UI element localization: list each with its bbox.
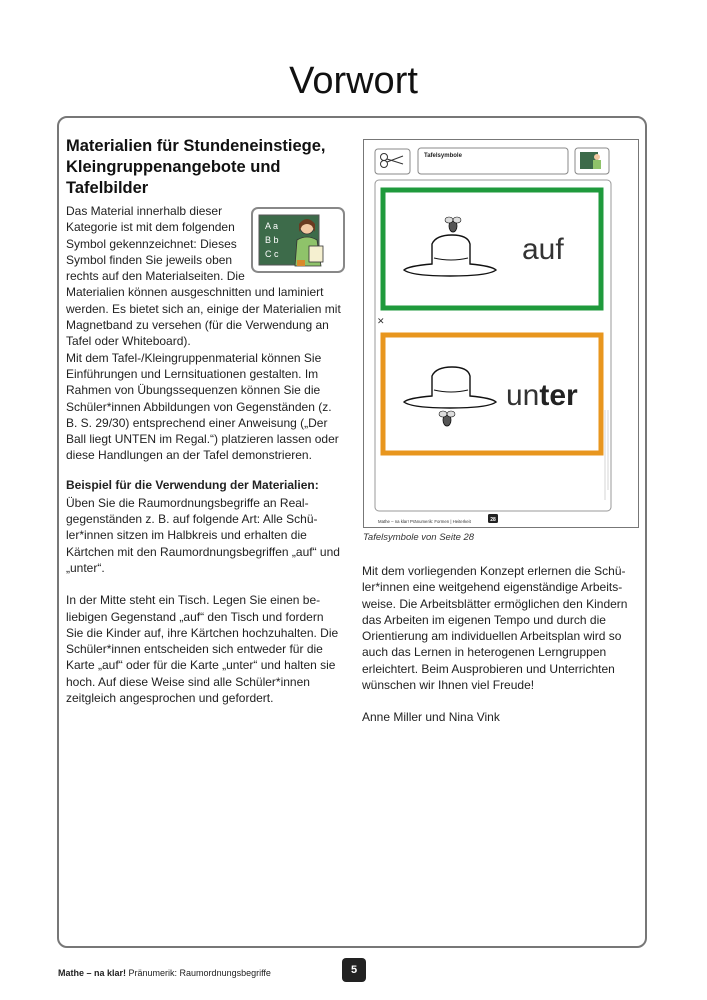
page-thumbnail xyxy=(363,139,639,528)
thumbnail-caption: Tafelsymbole von Seite 28 xyxy=(363,532,475,543)
mini-tafel-symbol-icon xyxy=(580,152,601,169)
card-word-auf: auf xyxy=(522,233,564,266)
page-title: Vorwort xyxy=(289,60,418,102)
left-column xyxy=(66,136,341,706)
card-word-unter: unter xyxy=(506,379,578,412)
authors: Anne Miller und Nina Vink xyxy=(362,710,500,725)
symbol-letters-a: A a xyxy=(265,221,279,231)
example-paragraph-2: In der Mitte steht ein Tisch. Legen Sie einen beliebigen Gegenstand „auf“ den Tisch und fordern Sie die Kinder auf, ihre Kärtchen hochzuhalten. Die Schüler*innen entscheiden sich entweder für die Karte „auf“ oder für die Karte „unter“ und halten sie hoch. Auf diese Weise sind alle Schüler*innen zeitgleich angesprochen und gefordert. xyxy=(66,593,339,706)
thumb-header-label: Tafelsymbole xyxy=(424,153,462,159)
intro-text: Das Material innerhalb dieser Kategorie ist mit dem folgenden Symbol gekennzeichnet: Dieses Symbol finden Sie jeweils oben rechts auf den Materialseiten. Die Materialien können ausgeschnitten und laminiert werden. Es bietet sich an, einige der Materialien mit Magnetband zu versehen (für die Verwendung an Tafel oder Whiteboard). xyxy=(66,204,341,349)
page-footer xyxy=(58,968,271,978)
symbol-letters-b: B b xyxy=(265,235,279,245)
series-title: Mathe – na klar! xyxy=(58,968,127,978)
tafel-paragraph: Mit dem Tafel-/Kleingruppenmaterial können Sie Einführungen und Lernsituationen gestalten. Im Rahmen von Übungssequenzen können Sie die Schüler*innen Abbildungen von Gegenständen (z. B. S. 29/30) entsprechend einer Anweisung („Der Ball liegt UNTEN im Regal.“) platzieren lassen oder diese Handlungen an der Tafel demonstrieren. xyxy=(66,350,339,463)
example-subheading: Beispiel für die Verwendung der Materialien: xyxy=(66,477,319,492)
tafel-symbol-icon xyxy=(251,207,345,273)
example-paragraph-1: Üben Sie die Raumordnungsbegriffe an Realgegenständen z. B. auf folgende Art: Alle Schüler*innen sitzen im Halbkreis und erhalten die Kärtchen mit den Raumordnungsbegriffen „auf“ und „unter“. xyxy=(66,495,340,575)
concept-paragraph: Mit dem vorliegenden Konzept erlernen die Schüler*innen eine weitgehend eigenständige Arbeitsweise. Die Arbeitsblätter ermöglichen den Kindern das Arbeiten im eigenen Tempo und durch die Orientierung am individuellen Arbeitsplan wird so auch das Lernen in heterogenen Lerngruppen erleichtert. Beim Ausprobieren und Unterrichten wünschen wir Ihnen viel Freude! xyxy=(362,564,628,693)
symbol-letters-c: C c xyxy=(265,249,279,259)
page-number: 5 xyxy=(342,958,366,982)
cut-mark-icon: ✕ xyxy=(377,317,385,327)
thumb-footer: Mathe – na klar! Pränumerik: Formen | Heiterkeit xyxy=(378,519,471,524)
section-heading: Materialien für Stundeneinstiege, Kleingruppenangebote und Tafelbilder xyxy=(66,137,326,197)
intro-block xyxy=(66,203,341,350)
right-column xyxy=(362,563,637,726)
series-subtitle: Pränumerik: Raumordnungsbegriffe xyxy=(126,968,271,978)
card-auf xyxy=(383,190,601,308)
thumb-page-number: 28 xyxy=(490,517,496,523)
